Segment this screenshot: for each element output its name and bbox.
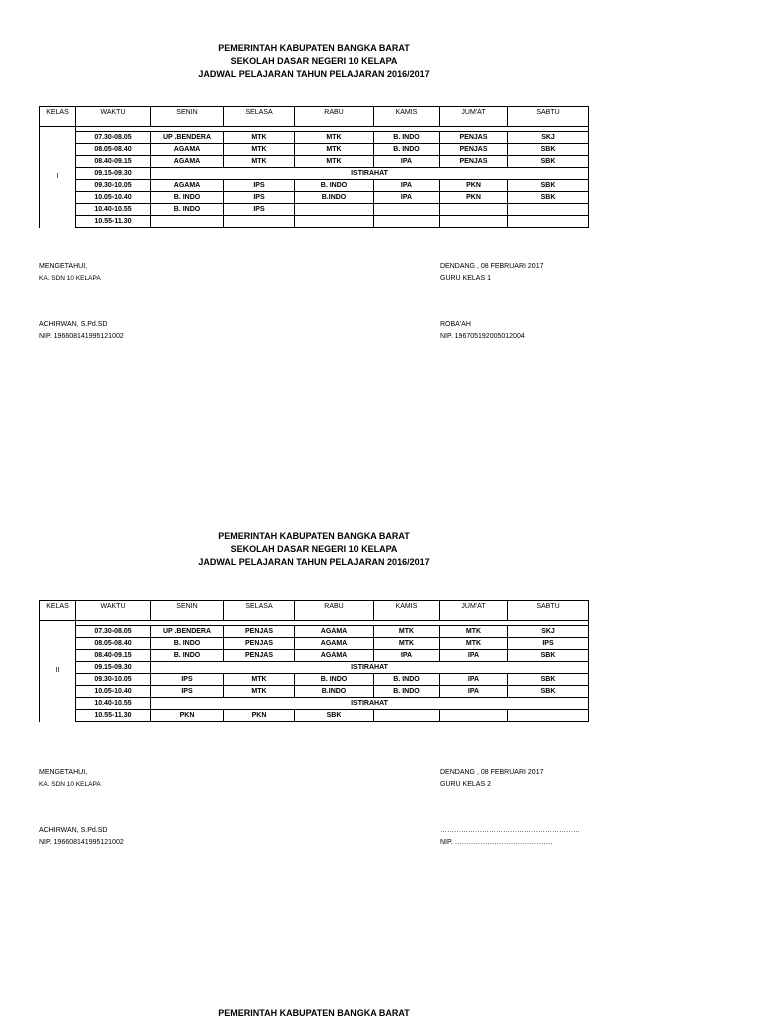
subject-cell: IPA [440,674,508,686]
time-cell: 07.30-08.05 [76,626,151,638]
break-cell: ISTIRAHAT [151,698,589,710]
header-block [0,530,628,569]
subject-cell: B. INDO [151,650,224,662]
subject-cell: SBK [508,650,589,662]
time-cell: 10.55-11.30 [76,710,151,722]
subject-cell: PENJAS [440,144,508,156]
subject-cell: SBK [508,192,589,204]
sign-role: GURU KELAS 2 [440,781,491,788]
col-header-jumat: JUM'AT [440,107,508,127]
subject-cell: MTK [374,638,440,650]
subject-cell: B. INDO [295,674,374,686]
kelas-cell: I [40,127,76,228]
subject-cell: SBK [508,686,589,698]
table-row [40,650,589,662]
sign-date: DENDANG , 08 FEBRUARI 2017 [440,769,544,776]
break-cell: ISTIRAHAT [151,662,589,674]
subject-cell: PENJAS [440,132,508,144]
subject-cell: PKN [151,710,224,722]
subject-cell: SKJ [508,132,589,144]
sign-nip: NIP. 196705192005012004 [440,333,525,340]
break-cell: ISTIRAHAT [151,168,589,180]
subject-cell [224,216,295,228]
table-row-break [40,662,589,674]
subject-cell: SKJ [508,626,589,638]
sign-role: KA. SDN 10 KELAPA [39,275,101,282]
col-header-kelas: KELAS [40,107,76,127]
col-header-sabtu: SABTU [508,107,589,127]
subject-cell: B. INDO [151,204,224,216]
sign-name: …………………………………………………… [440,827,580,834]
table-row [40,132,589,144]
sign-nip: NIP. 196608141995121002 [39,333,124,340]
subject-cell: SBK [508,144,589,156]
subject-cell: MTK [224,686,295,698]
subject-cell [374,710,440,722]
time-cell: 10.40-10.55 [76,698,151,710]
col-header-kamis: KAMIS [374,601,440,621]
subject-cell: IPS [224,180,295,192]
subject-cell: B. INDO [295,180,374,192]
table-row [40,204,589,216]
subject-cell: PENJAS [440,156,508,168]
subject-cell: MTK [224,674,295,686]
subject-cell: B. INDO [374,144,440,156]
col-header-selasa: SELASA [224,107,295,127]
subject-cell: B. INDO [151,638,224,650]
table-row [40,180,589,192]
subject-cell: AGAMA [151,156,224,168]
subject-cell: IPS [151,686,224,698]
sign-name: ACHIRWAN, S.Pd.SD [39,321,108,328]
subject-cell: IPA [440,650,508,662]
subject-cell [508,710,589,722]
col-header-rabu: RABU [295,107,374,127]
subject-cell: MTK [295,144,374,156]
subject-cell: AGAMA [295,650,374,662]
header-line-2: SEKOLAH DASAR NEGERI 10 KELAPA [230,56,398,66]
sign-role: KA. SDN 10 KELAPA [39,781,101,788]
subject-cell: AGAMA [151,180,224,192]
subject-cell: MTK [440,638,508,650]
header-line-2: SEKOLAH DASAR NEGERI 10 KELAPA [230,544,398,554]
subject-cell: B. INDO [374,674,440,686]
subject-cell: PKN [224,710,295,722]
table-row [40,686,589,698]
kelas-cell: II [40,621,76,722]
table-header-row [40,107,589,127]
subject-cell: PKN [440,180,508,192]
table-row [40,710,589,722]
sign-name: ROBA'AH [440,321,471,328]
time-cell: 08.40-09.15 [76,156,151,168]
col-header-selasa: SELASA [224,601,295,621]
subject-cell: B. INDO [374,686,440,698]
subject-cell [440,204,508,216]
left-signature [39,261,124,343]
footer-header: PEMERINTAH KABUPATEN BANGKA BARAT [218,1008,410,1018]
sign-name: ACHIRWAN, S.Pd.SD [39,827,108,834]
sign-label: MENGETAHUI, [39,769,88,776]
subject-cell: B. INDO [374,132,440,144]
time-cell: 08.40-09.15 [76,650,151,662]
sign-role: GURU KELAS 1 [440,275,491,282]
table-row [40,674,589,686]
subject-cell [440,216,508,228]
subject-cell: MTK [224,132,295,144]
table-header-row [40,601,589,621]
subject-cell: AGAMA [295,638,374,650]
header-block [0,42,628,81]
subject-cell [440,710,508,722]
schedule-table [39,600,589,722]
subject-cell: IPS [224,204,295,216]
table-row-break [40,698,589,710]
subject-cell: PKN [440,192,508,204]
subject-cell: B. INDO [151,192,224,204]
subject-cell: MTK [295,132,374,144]
subject-cell: SBK [508,156,589,168]
subject-cell [374,204,440,216]
subject-cell [508,204,589,216]
subject-cell: PENJAS [224,626,295,638]
left-signature [39,767,124,849]
time-cell: 09.15-09.30 [76,662,151,674]
subject-cell: IPS [224,192,295,204]
subject-cell: IPA [374,650,440,662]
col-header-waktu: WAKTU [76,601,151,621]
subject-cell: IPA [374,156,440,168]
subject-cell: IPS [151,674,224,686]
table-row [40,144,589,156]
time-cell: 09.30-10.05 [76,674,151,686]
time-cell: 10.55-11.30 [76,216,151,228]
col-header-kelas: KELAS [40,601,76,621]
time-cell: 08.05-08.40 [76,144,151,156]
subject-cell: IPA [374,180,440,192]
header-line-1: PEMERINTAH KABUPATEN BANGKA BARAT [218,531,410,541]
table-row [40,216,589,228]
subject-cell: MTK [224,156,295,168]
header-line-3: JADWAL PELAJARAN TAHUN PELAJARAN 2016/2017 [198,557,430,567]
sign-nip: NIP. …………………………………… [440,839,553,846]
subject-cell: UP .BENDERA [151,626,224,638]
subject-cell: SBK [508,674,589,686]
sign-date: DENDANG , 08 FEBRUARI 2017 [440,263,544,270]
header-line-3: JADWAL PELAJARAN TAHUN PELAJARAN 2016/2017 [198,69,430,79]
time-cell: 09.15-09.30 [76,168,151,180]
right-signature [440,767,580,849]
table-row [40,638,589,650]
subject-cell [374,216,440,228]
subject-cell: IPS [508,638,589,650]
subject-cell [295,204,374,216]
subject-cell [508,216,589,228]
subject-cell: IPA [440,686,508,698]
time-cell: 10.05-10.40 [76,686,151,698]
sign-nip: NIP. 196608141995121002 [39,839,124,846]
col-header-waktu: WAKTU [76,107,151,127]
subject-cell: SBK [508,180,589,192]
time-cell: 09.30-10.05 [76,180,151,192]
subject-cell: AGAMA [151,144,224,156]
col-header-senin: SENIN [151,601,224,621]
time-cell: 07.30-08.05 [76,132,151,144]
subject-cell: MTK [374,626,440,638]
subject-cell: AGAMA [295,626,374,638]
table-row-break [40,168,589,180]
col-header-senin: SENIN [151,107,224,127]
time-cell: 08.05-08.40 [76,638,151,650]
subject-cell: IPA [374,192,440,204]
subject-cell [151,216,224,228]
subject-cell: UP .BENDERA [151,132,224,144]
right-signature [440,261,543,343]
time-cell: 10.40-10.55 [76,204,151,216]
time-cell: 10.05-10.40 [76,192,151,204]
subject-cell: MTK [224,144,295,156]
table-row [40,626,589,638]
subject-cell: PENJAS [224,638,295,650]
sign-label: MENGETAHUI, [39,263,88,270]
subject-cell: MTK [440,626,508,638]
table-row [40,192,589,204]
header-line-1: PEMERINTAH KABUPATEN BANGKA BARAT [218,43,410,53]
col-header-rabu: RABU [295,601,374,621]
subject-cell: MTK [295,156,374,168]
subject-cell: B.INDO [295,192,374,204]
subject-cell: PENJAS [224,650,295,662]
table-row [40,156,589,168]
schedule-table [39,106,589,228]
col-header-kamis: KAMIS [374,107,440,127]
subject-cell [295,216,374,228]
subject-cell: B.INDO [295,686,374,698]
subject-cell: SBK [295,710,374,722]
col-header-sabtu: SABTU [508,601,589,621]
col-header-jumat: JUM'AT [440,601,508,621]
